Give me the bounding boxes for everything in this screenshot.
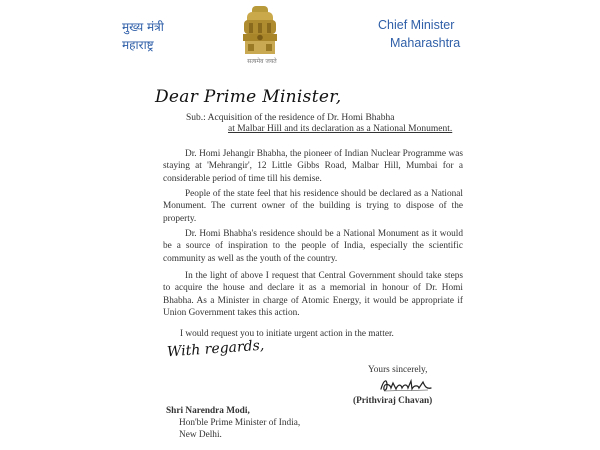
handwritten-closing: With regards, [166, 337, 265, 361]
paragraph-4-text: In the light of above I request that Central Government should take steps to acquire the house and declare it as a memorial in honour of Dr. Homi Bhabha. As a Minister in charge of Atomic Energy, it would be appropriate if Union Government takes this action. [163, 271, 463, 318]
paragraph-3-text: Dr. Homi Bhabha's residence should be a National Monument as it would be a source of inspiration to the people of India, especially the scientific community as well as the youth of the country. [163, 229, 463, 264]
paragraph-3 [163, 228, 463, 265]
hindi-state: महाराष्ट्र [122, 38, 154, 52]
paragraph-1 [163, 148, 463, 185]
subject-line-2: at Malbar Hill and its declaration as a National Monument. [228, 124, 453, 134]
signature-scribble [378, 375, 434, 395]
hindi-letterhead [122, 18, 164, 54]
signatory-name: (Prithviraj Chavan) [353, 396, 433, 406]
paragraph-2-text: People of the state feel that his residence should be declared as a National Monument. The current owner of the building is trying to dispose of the property. [163, 189, 463, 224]
recipient-title: Hon'ble Prime Minister of India, [179, 418, 301, 428]
paragraph-2 [163, 188, 463, 225]
sign-off: Yours sincerely, [368, 365, 428, 375]
hindi-title: मुख्य मंत्री [122, 20, 164, 34]
recipient-block [166, 405, 300, 441]
subject-label: Sub.: [186, 113, 206, 123]
recipient-name: Shri Narendra Modi, [166, 406, 250, 416]
english-state: Maharashtra [390, 36, 461, 50]
subject [186, 113, 452, 135]
subject-line-1: Acquisition of the residence of Dr. Homi Bhabha [207, 113, 395, 123]
emblem-motto: सत्यमेव जयते [247, 58, 277, 65]
paragraph-4 [163, 270, 463, 319]
english-letterhead [378, 16, 460, 52]
closing-request: I would request you to initiate urgent action in the matter. [180, 329, 394, 339]
recipient-city: New Delhi. [179, 430, 222, 440]
salutation: Dear Prime Minister, [155, 87, 342, 107]
english-title: Chief Minister [378, 18, 455, 32]
paragraph-1-text: Dr. Homi Jehangir Bhabha, the pioneer of Indian Nuclear Programme was staying at 'Mehrangir', 12 Little Gibbs Road, Malbar Hill, Mumbai for a considerable period of time till his demise. [163, 149, 463, 184]
